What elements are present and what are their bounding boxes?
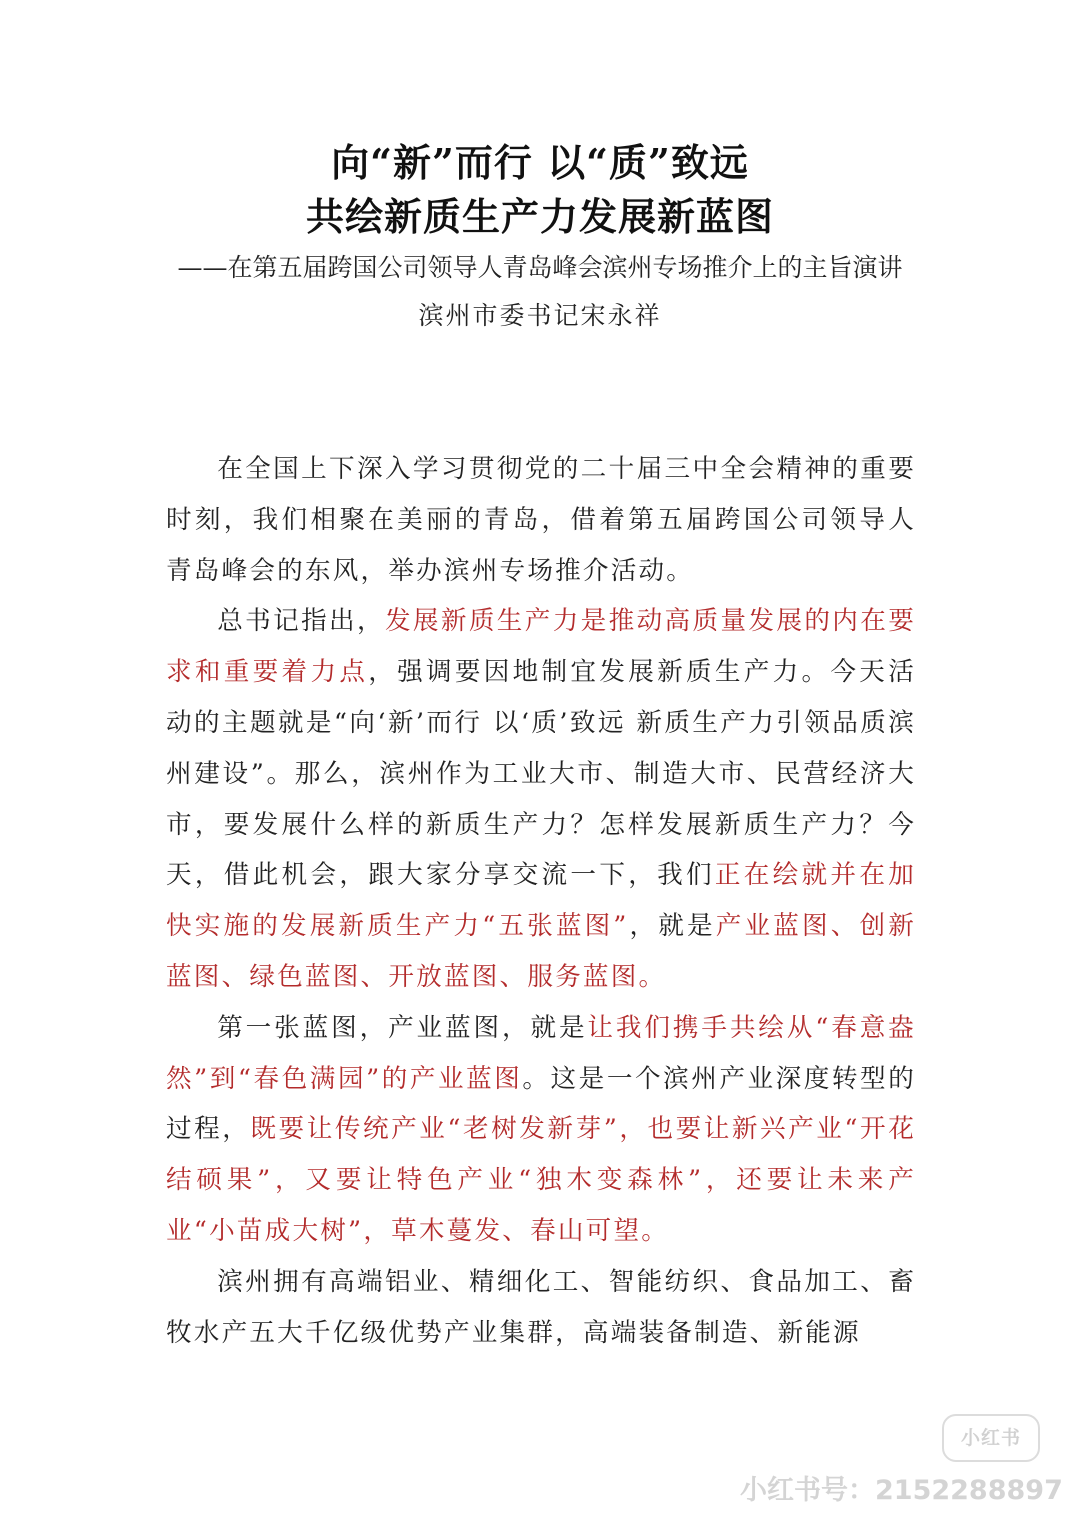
body-text: 第一张蓝图，产业蓝图，就是 xyxy=(217,1012,588,1043)
highlighted-text: 发展新质生产力是推动高质量发展的内在要求和重要着力点 xyxy=(166,606,916,688)
body-text: ，就是 xyxy=(628,911,716,942)
document-author: 滨州市委书记宋永祥 xyxy=(418,301,662,330)
body-text: 。这是一个滨州产业深度转型的过程， xyxy=(166,1063,916,1145)
highlighted-text: 正在绘就并在加快实施的发展新质生产力“五张蓝图” xyxy=(166,860,916,942)
document-title-line-2: 共绘新质生产力发展新蓝图 xyxy=(305,194,774,239)
paragraph xyxy=(166,1003,916,1257)
paragraph xyxy=(166,596,916,1002)
document-subtitle: ——在第五届跨国公司领导人青岛峰会滨州专场推介上的主旨演讲 xyxy=(177,253,903,282)
highlighted-text: 让我们携手共绘从“春意盎然”到“春色满园”的产业蓝图 xyxy=(166,1012,916,1094)
document-body xyxy=(166,444,916,1358)
xiaohongshu-id-watermark: 小红书号：2152288897 xyxy=(740,1475,1063,1506)
paragraph xyxy=(166,444,916,596)
xiaohongshu-logo-watermark: 小红书 xyxy=(942,1414,1040,1462)
body-text: 总书记指出， xyxy=(217,606,385,637)
body-text: 在全国上下深入学习贯彻党的二十届三中全会精神的重要时刻，我们相聚在美丽的青岛，借着第五届跨国公司领导人青岛峰会的东风，举办滨州专场推介活动。 xyxy=(166,454,916,586)
paragraph xyxy=(166,1257,916,1359)
document-title-line-1: 向“新”而行 以“质”致远 xyxy=(331,140,749,185)
body-text: ，强调要因地制宜发展新质生产力。今天活动的主题就是“向‘新’而行 以‘质’致远 新质生产力引领品质滨州建设”。那么，滨州作为工业大市、制造大市、民营经济大市，要发展什么样的新质生产力？怎样发展新质生产力？今天，借此机会，跟大家分享交流一下，我们 xyxy=(166,657,916,891)
highlighted-text: 产业蓝图、创新蓝图、绿色蓝图、开放蓝图、服务蓝图。 xyxy=(166,911,916,992)
highlighted-text: 既要让传统产业“老树发新芽”，也要让新兴产业“开花结硕果”，又要让特色产业“独木变森林”，还要让未来产业“小苗成大树”，草木蔓发、春山可望。 xyxy=(166,1114,916,1246)
body-text: 滨州拥有高端铝业、精细化工、智能纺织、食品加工、畜牧水产五大千亿级优势产业集群，高端装备制造、新能源 xyxy=(166,1266,916,1348)
